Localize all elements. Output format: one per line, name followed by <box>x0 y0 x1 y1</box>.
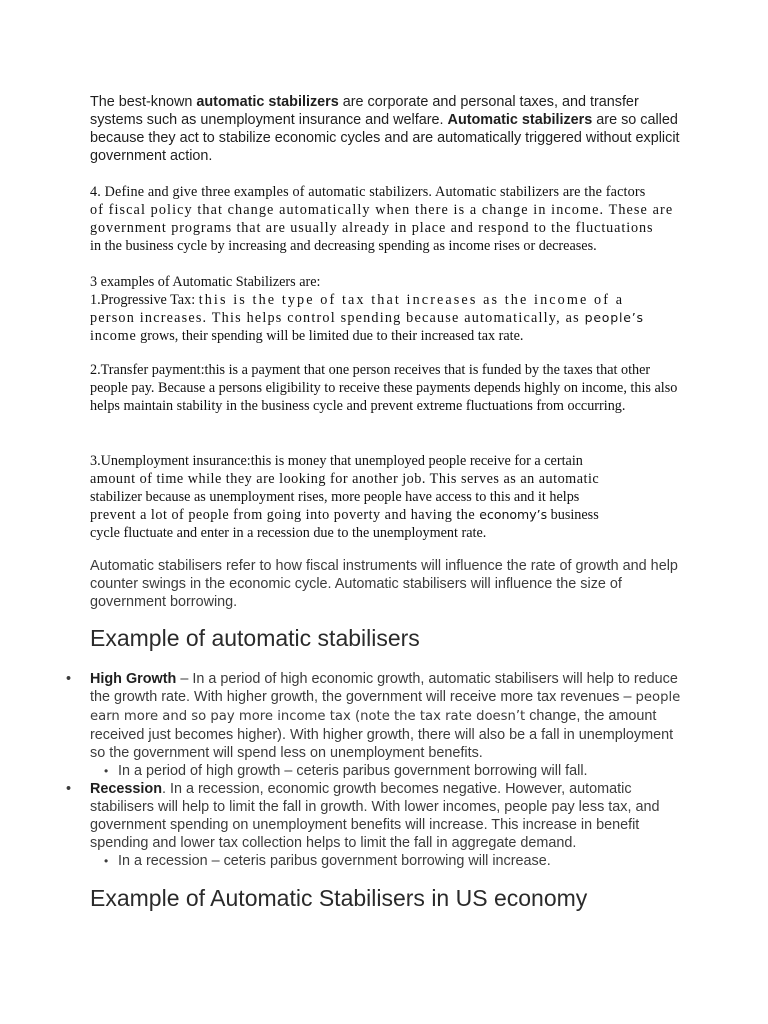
example-1-text-a: this is the type of tax that increases as the income of a <box>198 292 625 308</box>
high-growth-text-3: change, the amount received just becomes higher). With higher growth, there will also be a fall in unemployment so the government will spend less on unemployment benefits. <box>90 708 674 761</box>
bullet-marker: • <box>66 781 72 797</box>
high-growth-text-1: – In a period of high economic growth, automatic stabilisers will help to reduce the growth rate. With higher growth, the government will receive more tax revenues – <box>90 671 678 705</box>
example-3-text-a: prevent a lot of people from going into poverty and having the <box>90 507 480 523</box>
examples-block <box>90 273 690 345</box>
intro-bold-1: automatic stabilizers <box>196 94 339 110</box>
section-heading-examples: Example of automatic stabilisers <box>90 625 420 651</box>
section-heading-us-economy: Example of Automatic Stabilisers in US economy <box>90 885 588 911</box>
example-2-paragraph: 2.Transfer payment:this is a payment that one person receives that is funded by the taxes that other people pay. Because a persons eligibility to receive these payments depends highly on income, this also helps maintain stability in the business cycle and prevent extreme fluctuations from occurring. <box>90 362 678 414</box>
recession-label: Recession <box>90 781 162 797</box>
question-4-paragraph <box>90 183 690 255</box>
q4-line-4: in the business cycle by increasing and decreasing spending as income rises or decreases. <box>90 238 597 254</box>
intro-paragraph <box>90 93 690 165</box>
example-3-line-1: 3.Unemployment insurance:this is money that unemployed people receive for a certain <box>90 453 583 469</box>
high-growth-sub-text: In a period of high growth – ceteris paribus government borrowing will fall. <box>118 763 588 779</box>
recession-subitem <box>104 852 690 870</box>
recession-sub-text: In a recession – ceteris paribus government borrowing will increase. <box>118 853 551 869</box>
bullet-marker: • <box>66 671 72 687</box>
example-1-line-3 <box>90 327 690 345</box>
example-1-line-2 <box>90 309 690 327</box>
example-1-text-b: person increases. This helps control spending because automatically, as <box>90 310 585 326</box>
example-3-line-5: cycle fluctuate and enter in a recession due to the unemployment rate. <box>90 525 487 541</box>
bullet-recession <box>66 780 690 870</box>
sub-bullet-marker: • <box>104 764 109 778</box>
stabilisers-paragraph: Automatic stabilisers refer to how fiscal instruments will influence the rate of growth and help counter swings in the economic cycle. Automatic stabilisers will influence the size of government borrowing. <box>90 558 678 610</box>
example-3-text-b: business <box>547 507 599 523</box>
bullet-high-growth <box>66 670 690 780</box>
example-1-peoples: people’s <box>584 310 644 325</box>
intro-bold-2: Automatic stabilizers <box>447 112 593 128</box>
example-1-line-1 <box>90 291 690 309</box>
example-3-line-4 <box>90 506 690 524</box>
high-growth-subitem <box>104 762 690 780</box>
q4-line-1: 4. Define and give three examples of automatic stabilizers. Automatic stabilizers are the factors <box>90 184 646 200</box>
example-1-text-c: grows, their spending will be limited due to their increased tax rate. <box>136 328 524 344</box>
high-growth-text-2: people earn more and so pay more income tax (note the tax rate doesn’t <box>90 690 681 724</box>
high-growth-label: High Growth <box>90 671 177 687</box>
q4-line-3: government programs that are usually already in place and respond to the fluctuations <box>90 220 654 236</box>
example-3-line-2: amount of time while they are looking for another job. This serves as an automatic <box>90 471 600 487</box>
example-3-economys: economy’s <box>479 507 548 522</box>
examples-heading: 3 examples of Automatic Stabilizers are: <box>90 274 321 290</box>
intro-text-1: The best-known <box>90 94 197 110</box>
sub-bullet-marker: • <box>104 854 109 868</box>
example-3-line-3: stabilizer because as unemployment rises, more people have access to this and it helps <box>90 489 580 505</box>
recession-text: . In a recession, economic growth becomes negative. However, automatic stabilisers will help to limit the fall in growth. With lower incomes, people pay less tax, and government spending on unemployment benefits will increase. This increase in benefit spending and lower tax collection helps to limit the fall in aggregate demand. <box>90 781 660 851</box>
recession-sublist <box>90 852 690 870</box>
high-growth-sublist <box>90 762 690 780</box>
example-1-label: 1.Progressive Tax: <box>90 292 199 308</box>
intro-text-3: are so called because they act to stabilize economic cycles and are automatically triggered without explicit government action. <box>90 112 680 164</box>
stabilisers-bullet-list <box>66 670 690 870</box>
q4-line-2: of fiscal policy that change automatically when there is a change in income. These are <box>90 202 674 218</box>
example-1-income: income <box>90 328 137 344</box>
intro-text-2: are corporate and personal taxes, and transfer systems such as unemployment insurance and welfare. <box>90 94 639 128</box>
example-3-paragraph <box>90 452 690 542</box>
